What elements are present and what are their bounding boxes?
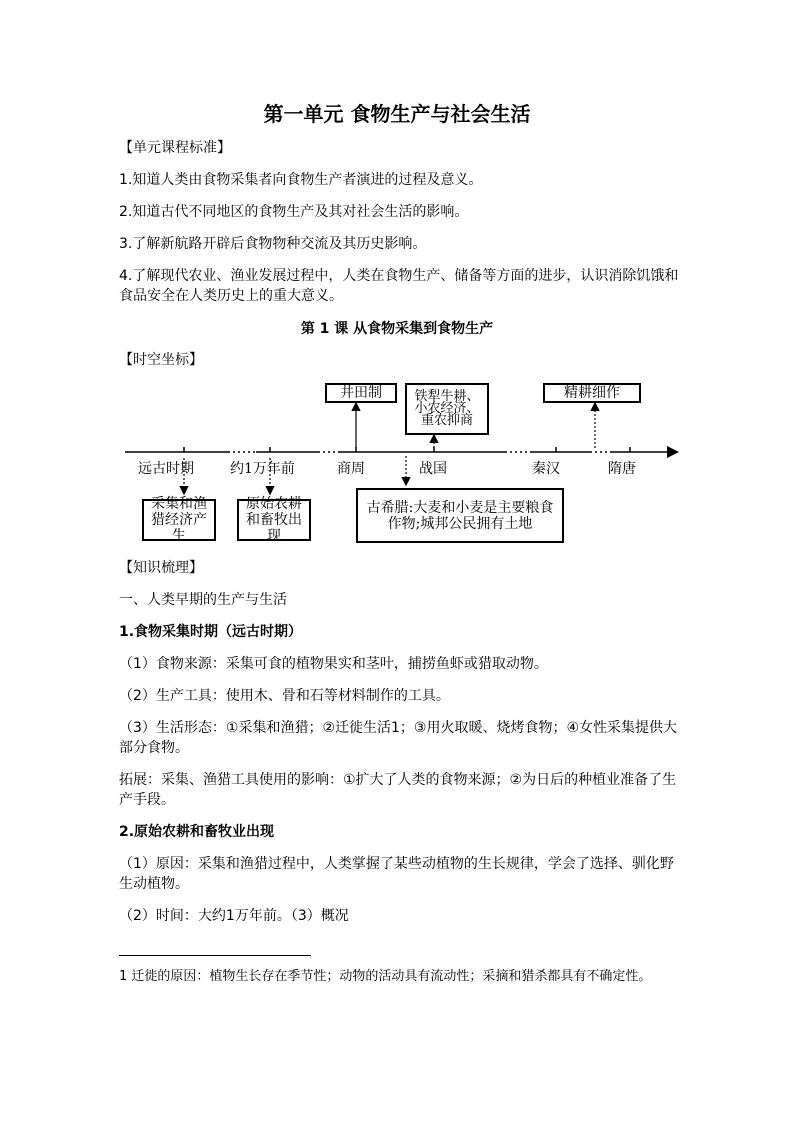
footnote-divider <box>119 955 311 956</box>
box-farming: 原始农耕和畜牧出现 <box>237 499 311 541</box>
standard-heading: 【单元课程标准】 <box>119 140 231 156</box>
sub1-item-1: （1）食物来源：采集可食的植物果实和茎叶，捕捞鱼虾或猎取动物。 <box>119 656 548 672</box>
timeline-ticks <box>184 447 630 452</box>
sub2-item-2: （2）时间：大约1万年前。（3）概况 <box>119 908 349 924</box>
footnote: 1 迁徙的原因：植物生长存在季节性；动物的活动具有流动性；采摘和猎杀都具有不确定性。 <box>119 969 652 984</box>
sub1-extension: 拓展：采集、渔猎工具使用的影响：①扩大了人类的食物来源；②为日后的种植业准备了生产手段。 <box>119 772 677 808</box>
sub1-item-3: （3）生活形态：①采集和渔猎；②迁徙生活1；③用火取暖、烧烤食物；④女性采集提供大部分食物。 <box>119 720 678 756</box>
axis-label-sui-tang: 隋唐 <box>608 461 636 477</box>
sub1-item-2: （2）生产工具：使用木、骨和石等材料制作的工具。 <box>119 688 450 704</box>
axis-label-warring-states: 战国 <box>419 461 447 477</box>
box-warring-states: 铁犁牛耕、小农经济、重农抑商 <box>405 383 489 435</box>
subsection-2-title: 2.原始农耕和畜牧业出现 <box>119 824 275 840</box>
axis-label-shang-zhou: 商周 <box>337 461 365 477</box>
standard-item-2: 2.知道古代不同地区的食物生产及其对社会生活的影响。 <box>119 204 469 220</box>
timeline-heading: 【时空坐标】 <box>119 352 203 368</box>
axis-label-qin-han: 秦汉 <box>532 461 560 477</box>
box-jingtian: 井田制 <box>325 383 397 403</box>
box-gathering: 采集和渔猎经济产生 <box>142 499 216 541</box>
standard-item-4: 4.了解现代农业、渔业发展过程中，人类在食物生产、储备等方面的进步，认识消除饥饿和食品安全在人类历史上的重大意义。 <box>119 268 679 304</box>
axis-label-10000-years: 约1万年前 <box>230 461 295 477</box>
subsection-1-title: 1.食物采集时期（远古时期） <box>119 624 303 640</box>
axis-label-prehistoric: 远古时期 <box>138 461 194 477</box>
knowledge-heading: 【知识梳理】 <box>119 560 203 576</box>
standard-item-1: 1.知道人类由食物采集者向食物生产者演进的过程及意义。 <box>119 172 483 188</box>
unit-title: 第一单元 食物生产与社会生活 <box>263 102 531 126</box>
box-jinggeng: 精耕细作 <box>543 383 641 403</box>
standard-item-3: 3.了解新航路开辟后食物物种交流及其历史影响。 <box>119 236 427 252</box>
sub2-item-1: （1）原因：采集和渔猎过程中，人类掌握了某些动植物的生长规律，学会了选择、驯化野生动植物。 <box>119 856 674 892</box>
lesson-title: 第 1 课 从食物采集到食物生产 <box>300 321 494 337</box>
timeline-connectors <box>184 404 595 493</box>
box-ancient-greece: 古希腊:大麦和小麦是主要粮食作物;城邦公民拥有土地 <box>356 488 564 543</box>
section-1-title: 一、人类早期的生产与生活 <box>119 592 287 608</box>
